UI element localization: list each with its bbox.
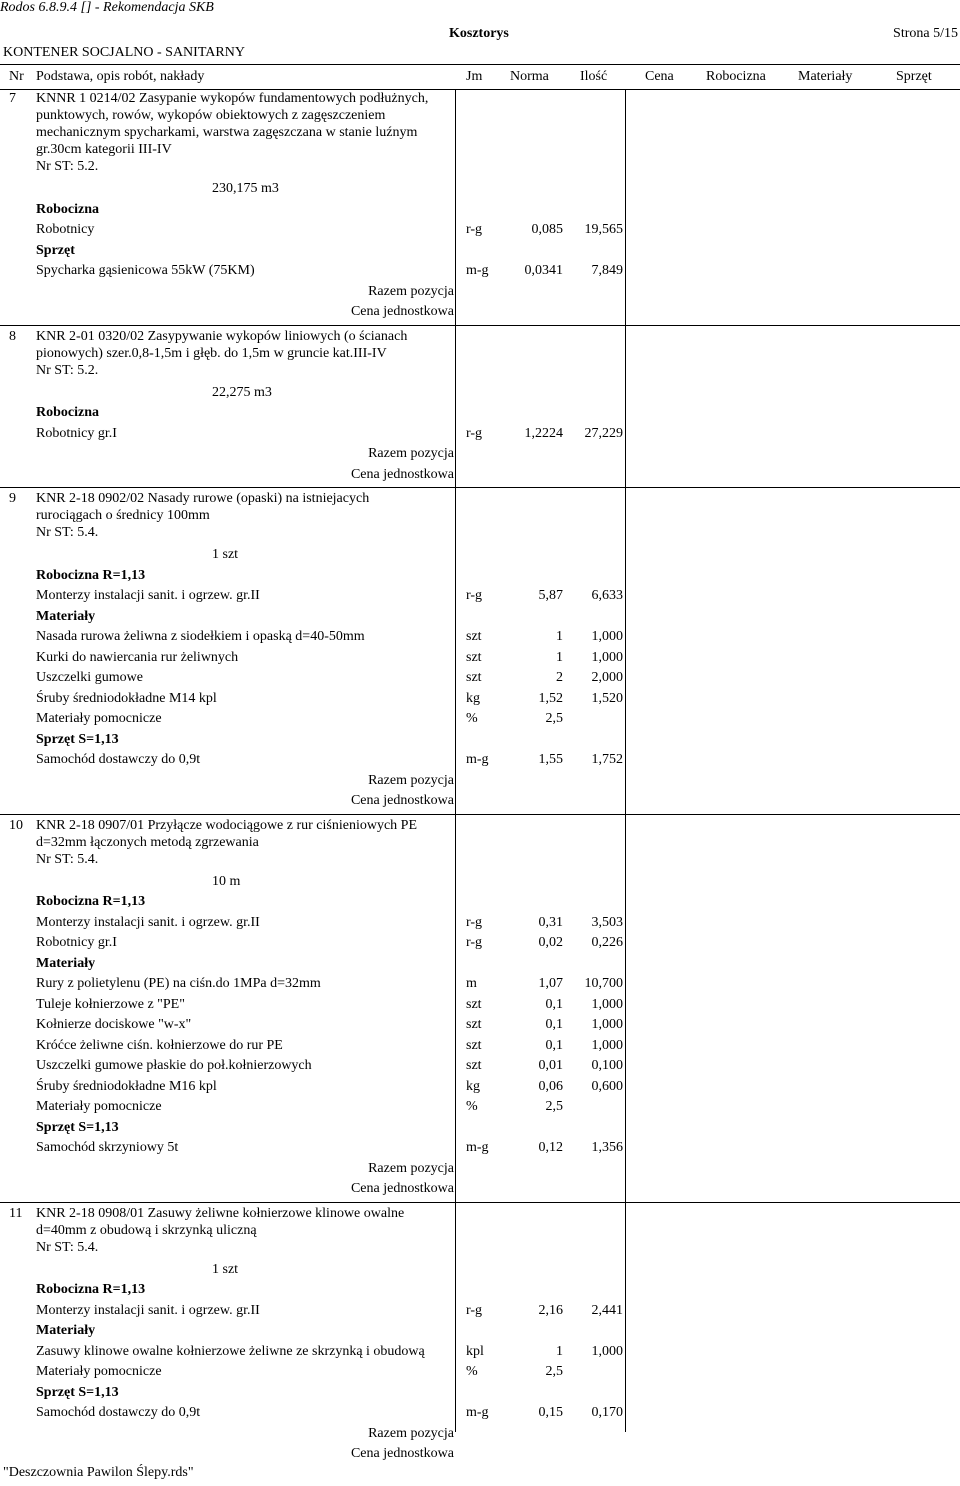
resource-row (0, 709, 960, 729)
resource-norma: 1,52 (538, 690, 563, 706)
item-description-line (0, 90, 960, 107)
item-description-line (0, 1222, 960, 1239)
resource-quantity: 2,000 (591, 670, 623, 685)
resource-unit: m-g (466, 752, 489, 767)
quantity-row (0, 545, 960, 565)
resource-row (0, 1015, 960, 1035)
group-label: Sprzęt S=1,13 (36, 1119, 119, 1135)
description-text: Nr ST: 5.4. (36, 1239, 99, 1255)
group-label: Robocizna (36, 405, 99, 420)
resource-row (0, 1138, 960, 1158)
resource-norma: 2 (556, 670, 563, 685)
resource-name: Robotnicy (36, 222, 95, 237)
resource-norma: 0,1 (545, 1037, 563, 1053)
unit-price-label: Cena jednostkowa (350, 304, 454, 319)
item-separator (0, 1202, 960, 1203)
resource-name: Zasuwy klinowe owalne kołnierzowe żeliwne ze skrzynką i obudową (36, 1343, 425, 1359)
resource-unit: szt (466, 996, 482, 1012)
resource-quantity: 1,000 (591, 1017, 623, 1032)
item-description-line (0, 362, 960, 379)
resource-quantity: 10,700 (584, 976, 623, 991)
item-description-line (0, 124, 960, 141)
item-description-line (0, 328, 960, 345)
resource-name: Materiały pomocnicze (36, 1364, 162, 1379)
resource-norma: 1,07 (538, 976, 563, 991)
resource-quantity: 6,633 (591, 588, 623, 603)
unit-price-row (0, 1444, 960, 1464)
item-description-line (0, 107, 960, 124)
quantity-row (0, 383, 960, 403)
resource-unit: m-g (466, 1405, 489, 1420)
item-quantity: 10 m (212, 873, 241, 889)
item-separator (0, 325, 960, 326)
resource-norma: 0,31 (538, 914, 563, 930)
resource-unit: kpl (466, 1343, 484, 1359)
page-number: Strona 5/15 (893, 26, 958, 41)
description-text: Nr ST: 5.2. (36, 159, 99, 174)
group-label-row (0, 607, 960, 627)
item-description-line (0, 141, 960, 158)
resource-row (0, 913, 960, 933)
resource-row (0, 586, 960, 606)
group-label: Materiały (36, 955, 96, 971)
quantity-row (0, 1260, 960, 1280)
resource-unit: r-g (466, 425, 483, 441)
resource-row (0, 1342, 960, 1362)
col-nr: Nr (9, 69, 24, 84)
resource-norma: 1,55 (538, 752, 563, 767)
resource-row (0, 261, 960, 281)
resource-unit: r-g (466, 588, 483, 603)
resource-norma: 0,06 (538, 1078, 563, 1094)
resource-quantity: 1,000 (591, 1343, 623, 1359)
unit-price-label: Cena jednostkowa (350, 1446, 454, 1461)
resource-row (0, 648, 960, 668)
resource-quantity: 0,100 (591, 1058, 623, 1073)
resource-unit: r-g (466, 935, 483, 950)
col-norma: Norma (510, 69, 549, 84)
resource-quantity: 1,520 (591, 690, 623, 706)
razem-pozycja-label: Razem pozycja (368, 1160, 454, 1176)
column-rule (455, 89, 456, 1432)
resource-row (0, 1056, 960, 1076)
col-sprzet: Sprzęt (896, 69, 932, 84)
resource-name: Śruby średniodokładne M14 kpl (36, 690, 217, 706)
table-header (0, 64, 960, 90)
resource-name: Kurki do nawiercania rur żeliwnych (36, 649, 239, 665)
resource-unit: szt (466, 670, 482, 685)
sum-row (0, 444, 960, 464)
description-text: pionowych) szer.0,8-1,5m i głęb. do 1,5m w gruncie kat.III-IV (36, 345, 387, 361)
resource-row (0, 627, 960, 647)
item-separator (0, 814, 960, 815)
group-label-row (0, 1280, 960, 1300)
sum-row (0, 282, 960, 302)
group-label-row (0, 566, 960, 586)
item-description-line (0, 507, 960, 524)
resource-norma: 0,15 (538, 1405, 563, 1420)
resource-name: Uszczelki gumowe płaskie do poł.kołnierzowych (36, 1058, 312, 1073)
resource-quantity: 1,000 (591, 996, 623, 1012)
resource-unit: m-g (466, 263, 489, 278)
item-description-line (0, 1205, 960, 1222)
description-text: KNR 2-18 0908/01 Zasuwy żeliwne kołnierzowe klinowe owalne (36, 1205, 405, 1221)
unit-price-label: Cena jednostkowa (350, 1181, 454, 1196)
resource-unit: m (466, 976, 477, 991)
resource-name: Śruby średniodokładne M16 kpl (36, 1078, 217, 1094)
resource-unit: % (466, 1364, 478, 1379)
group-label-row (0, 1118, 960, 1138)
resource-name: Samochód skrzyniowy 5t (36, 1140, 179, 1155)
resource-row (0, 220, 960, 240)
unit-price-row (0, 791, 960, 811)
resource-unit: r-g (466, 914, 483, 930)
description-text: KNR 2-18 0907/01 Przyłącze wodociągowe z rur ciśnieniowych PE (36, 817, 418, 833)
resource-row (0, 1362, 960, 1382)
item-number: 11 (9, 1205, 23, 1221)
column-rule (625, 89, 626, 1432)
resource-norma: 2,5 (545, 1099, 563, 1114)
resource-name: Materiały pomocnicze (36, 711, 162, 726)
group-label: Sprzęt S=1,13 (36, 1384, 119, 1400)
resource-name: Króćce żeliwne ciśn. kołnierzowe do rur PE (36, 1037, 283, 1053)
item-quantity: 1 szt (212, 1261, 239, 1277)
description-text: d=32mm łączonych metodą zgrzewania (36, 834, 259, 850)
group-label-row (0, 730, 960, 750)
resource-norma: 0,1 (545, 996, 563, 1012)
resource-row (0, 668, 960, 688)
resource-norma: 5,87 (538, 588, 563, 603)
resource-quantity: 1,000 (591, 629, 623, 644)
resource-name: Robotnicy gr.I (36, 425, 117, 441)
resource-quantity: 1,000 (591, 649, 623, 665)
description-text: KNR 2-18 0902/02 Nasady rurowe (opaski) na istniejacych (36, 491, 370, 506)
resource-unit: szt (466, 1017, 482, 1032)
resource-name: Materiały pomocnicze (36, 1099, 162, 1114)
description-text: gr.30cm kategorii III-IV (36, 142, 172, 157)
quantity-row (0, 179, 960, 199)
resource-unit: r-g (466, 222, 483, 237)
resource-quantity: 2,441 (591, 1302, 623, 1318)
resource-norma: 0,085 (531, 222, 563, 237)
description-text: mechanicznym spycharkami, warstwa zagęszczana w stanie luźnym (36, 125, 418, 140)
resource-name: Samochód dostawczy do 0,9t (36, 1405, 201, 1420)
resource-row (0, 1036, 960, 1056)
item-quantity: 230,175 m3 (212, 181, 279, 196)
resource-row (0, 995, 960, 1015)
col-cena: Cena (645, 69, 674, 84)
project-name: KONTENER SOCJALNO - SANITARNY (3, 45, 245, 60)
razem-pozycja-label: Razem pozycja (368, 283, 454, 299)
group-label-row (0, 1383, 960, 1403)
resource-row (0, 689, 960, 709)
sum-row (0, 771, 960, 791)
description-text: Nr ST: 5.4. (36, 525, 99, 540)
resource-norma: 0,0341 (524, 263, 563, 278)
unit-price-label: Cena jednostkowa (350, 793, 454, 808)
resource-name: Monterzy instalacji sanit. i ogrzew. gr.II (36, 588, 260, 603)
resource-row (0, 750, 960, 770)
resource-row (0, 933, 960, 953)
resource-row (0, 424, 960, 444)
group-label-row (0, 241, 960, 261)
group-label: Robocizna R=1,13 (36, 1282, 146, 1297)
item-description-line (0, 345, 960, 362)
resource-unit: szt (466, 1037, 482, 1053)
quantity-row (0, 872, 960, 892)
resource-quantity: 3,503 (591, 914, 623, 930)
item-description-line (0, 158, 960, 175)
unit-price-row (0, 1179, 960, 1199)
razem-pozycja-label: Razem pozycja (368, 1425, 454, 1441)
resource-row (0, 1097, 960, 1117)
group-label-row (0, 892, 960, 912)
resource-unit: % (466, 711, 478, 726)
resource-unit: r-g (466, 1302, 483, 1318)
group-label-row (0, 954, 960, 974)
col-jm: Jm (466, 69, 483, 84)
resource-row (0, 974, 960, 994)
resource-norma: 2,16 (538, 1302, 563, 1318)
description-text: punktowych, rowów, wykopów obiektowych z zagęszczeniem (36, 108, 386, 123)
resource-unit: szt (466, 629, 482, 644)
description-text: rurociągach o średnicy 100mm (36, 508, 210, 523)
item-description-line (0, 1239, 960, 1256)
group-label: Materiały (36, 1323, 96, 1338)
resource-name: Kołnierze dociskowe "w-x" (36, 1017, 192, 1032)
sum-row (0, 1159, 960, 1179)
group-label: Materiały (36, 608, 96, 624)
group-label: Sprzęt (36, 242, 75, 258)
app-title: Rodos 6.8.9.4 [] - Rekomendacja SKB (0, 0, 214, 15)
document-title: Kosztorys (449, 26, 509, 41)
description-text: KNR 2-01 0320/02 Zasypywanie wykopów liniowych (o ścianach (36, 328, 408, 344)
item-quantity: 1 szt (212, 547, 239, 562)
col-robocizna: Robocizna (706, 69, 766, 84)
resource-norma: 1 (556, 649, 563, 665)
item-description-line (0, 851, 960, 868)
description-text: KNNR 1 0214/02 Zasypanie wykopów fundamentowych podłużnych, (36, 91, 429, 106)
resource-unit: szt (466, 649, 482, 665)
item-number: 10 (9, 817, 23, 833)
razem-pozycja-label: Razem pozycja (368, 772, 454, 788)
group-label: Robocizna (36, 201, 99, 217)
resource-norma: 1 (556, 1343, 563, 1359)
item-number: 9 (9, 491, 16, 506)
resource-quantity: 0,226 (591, 935, 623, 950)
resource-norma: 0,12 (538, 1140, 563, 1155)
resource-norma: 2,5 (545, 711, 563, 726)
file-name-footer: "Deszczownia Pawilon Ślepy.rds" (3, 1465, 194, 1480)
resource-quantity: 1,000 (591, 1037, 623, 1053)
item-description-line (0, 524, 960, 541)
description-text: d=40mm z obudową i skrzynką uliczną (36, 1222, 257, 1238)
item-separator (0, 487, 960, 488)
resource-quantity: 1,356 (591, 1140, 623, 1155)
item-number: 7 (9, 91, 16, 106)
group-label: Robocizna R=1,13 (36, 567, 146, 583)
sum-row (0, 1424, 960, 1444)
resource-quantity: 0,600 (591, 1078, 623, 1094)
resource-name: Samochód dostawczy do 0,9t (36, 752, 201, 767)
resource-unit: m-g (466, 1140, 489, 1155)
resource-norma: 0,1 (545, 1017, 563, 1032)
unit-price-row (0, 302, 960, 322)
resource-row (0, 1301, 960, 1321)
resource-name: Nasada rurowa żeliwna z siodełkiem i opaską d=40-50mm (36, 629, 365, 644)
resource-unit: % (466, 1099, 478, 1114)
resource-norma: 1,2224 (524, 425, 563, 441)
item-description-line (0, 490, 960, 507)
resource-name: Robotnicy gr.I (36, 935, 117, 950)
resource-row (0, 1403, 960, 1423)
resource-quantity: 1,752 (591, 752, 623, 767)
col-description: Podstawa, opis robót, nakłady (36, 69, 205, 84)
unit-price-row (0, 465, 960, 485)
item-description-line (0, 834, 960, 851)
col-ilosc: Ilość (580, 69, 608, 84)
group-label-row (0, 1321, 960, 1341)
resource-quantity: 7,849 (591, 263, 623, 278)
group-label-row (0, 403, 960, 423)
resource-unit: kg (466, 690, 480, 706)
resource-norma: 0,02 (538, 935, 563, 950)
group-label-row (0, 200, 960, 220)
group-label: Sprzęt S=1,13 (36, 731, 119, 747)
resource-norma: 0,01 (538, 1058, 563, 1073)
resource-name: Rury z polietylenu (PE) na ciśn.do 1MPa d=32mm (36, 976, 321, 991)
resource-quantity: 0,170 (591, 1405, 623, 1420)
description-text: Nr ST: 5.4. (36, 851, 99, 867)
unit-price-label: Cena jednostkowa (350, 466, 454, 482)
item-number: 8 (9, 328, 16, 344)
description-text: Nr ST: 5.2. (36, 362, 99, 378)
razem-pozycja-label: Razem pozycja (368, 446, 454, 461)
resource-name: Uszczelki gumowe (36, 670, 143, 685)
resource-quantity: 19,565 (584, 222, 623, 237)
item-quantity: 22,275 m3 (212, 384, 272, 400)
resource-name: Tuleje kołnierzowe z "PE" (36, 996, 185, 1012)
resource-name: Spycharka gąsienicowa 55kW (75KM) (36, 263, 255, 278)
item-description-line (0, 817, 960, 834)
group-label: Robocizna R=1,13 (36, 894, 146, 909)
resource-name: Monterzy instalacji sanit. i ogrzew. gr.II (36, 1302, 260, 1318)
resource-name: Monterzy instalacji sanit. i ogrzew. gr.II (36, 914, 260, 930)
resource-row (0, 1077, 960, 1097)
resource-unit: kg (466, 1078, 480, 1094)
resource-quantity: 27,229 (584, 425, 623, 441)
resource-norma: 2,5 (545, 1364, 563, 1379)
resource-unit: szt (466, 1058, 482, 1073)
resource-norma: 1 (556, 629, 563, 644)
col-materialy: Materiały (798, 69, 853, 84)
